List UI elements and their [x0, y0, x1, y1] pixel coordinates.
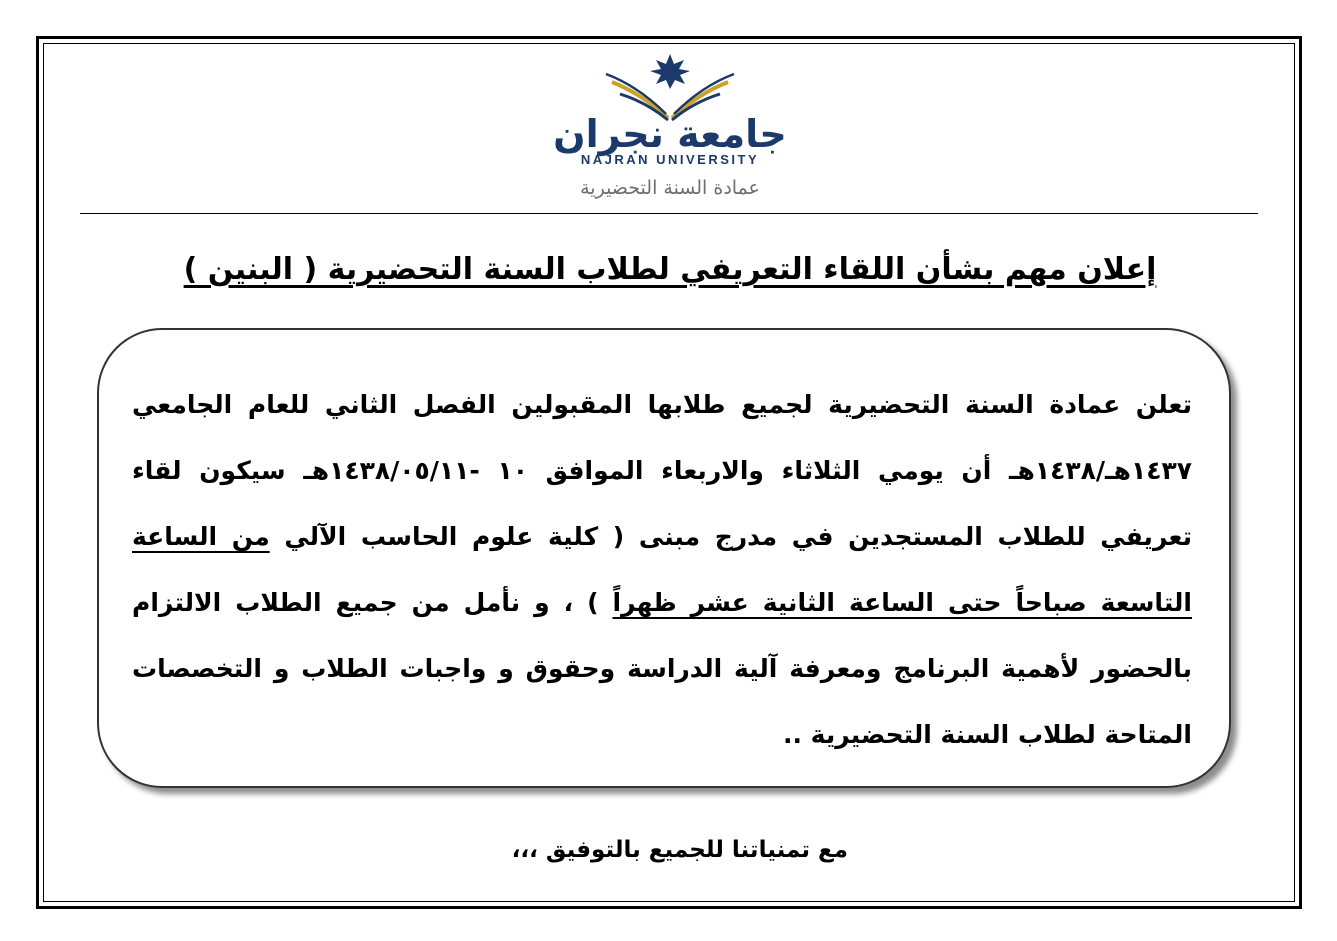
- university-logo: [540, 52, 800, 212]
- university-name-arabic: جامعة نجران: [553, 112, 787, 156]
- body-text-underlined-time: من الساعة التاسعة صباحاً حتى الساعة الثانية عشر ظهراً: [132, 522, 1192, 617]
- closing-greeting: مع تمنياتنا للجميع بالتوفيق ،،،: [511, 837, 848, 863]
- body-text-part1: تعلن عمادة السنة التحضيرية لجميع طلابها المقبولين الفصل الثاني للعام الجامعي ١٤٣٧هـ/١٤٣٨هـ أن يومي الثلاثاء والاربعاء الموافق ١٠ -١٤٣٨/٠٥/١١هـ سيكون لقاء تعريفي للطلاب المستجدين في مدرج مبنى ( كلية علوم الحاسب الآلي: [132, 390, 1192, 551]
- announcement-body: [132, 372, 1192, 768]
- university-name-english: NAJRAN UNIVERSITY: [580, 152, 760, 167]
- header-divider: [80, 213, 1258, 214]
- deanship-name: عمادة السنة التحضيرية: [580, 177, 760, 199]
- body-text-part2: ) ، و نأمل من جميع الطلاب الالتزام بالحضور لأهمية البرنامج ومعرفة آلية الدراسة وحقوق و واجبات الطلاب و التخصصات المتاحة لطلاب السنة التحضيرية ..: [132, 588, 1192, 749]
- announcement-title: إعلان مهم بشأن اللقاء التعريفي لطلاب السنة التحضيرية ( البنين ): [183, 252, 1157, 287]
